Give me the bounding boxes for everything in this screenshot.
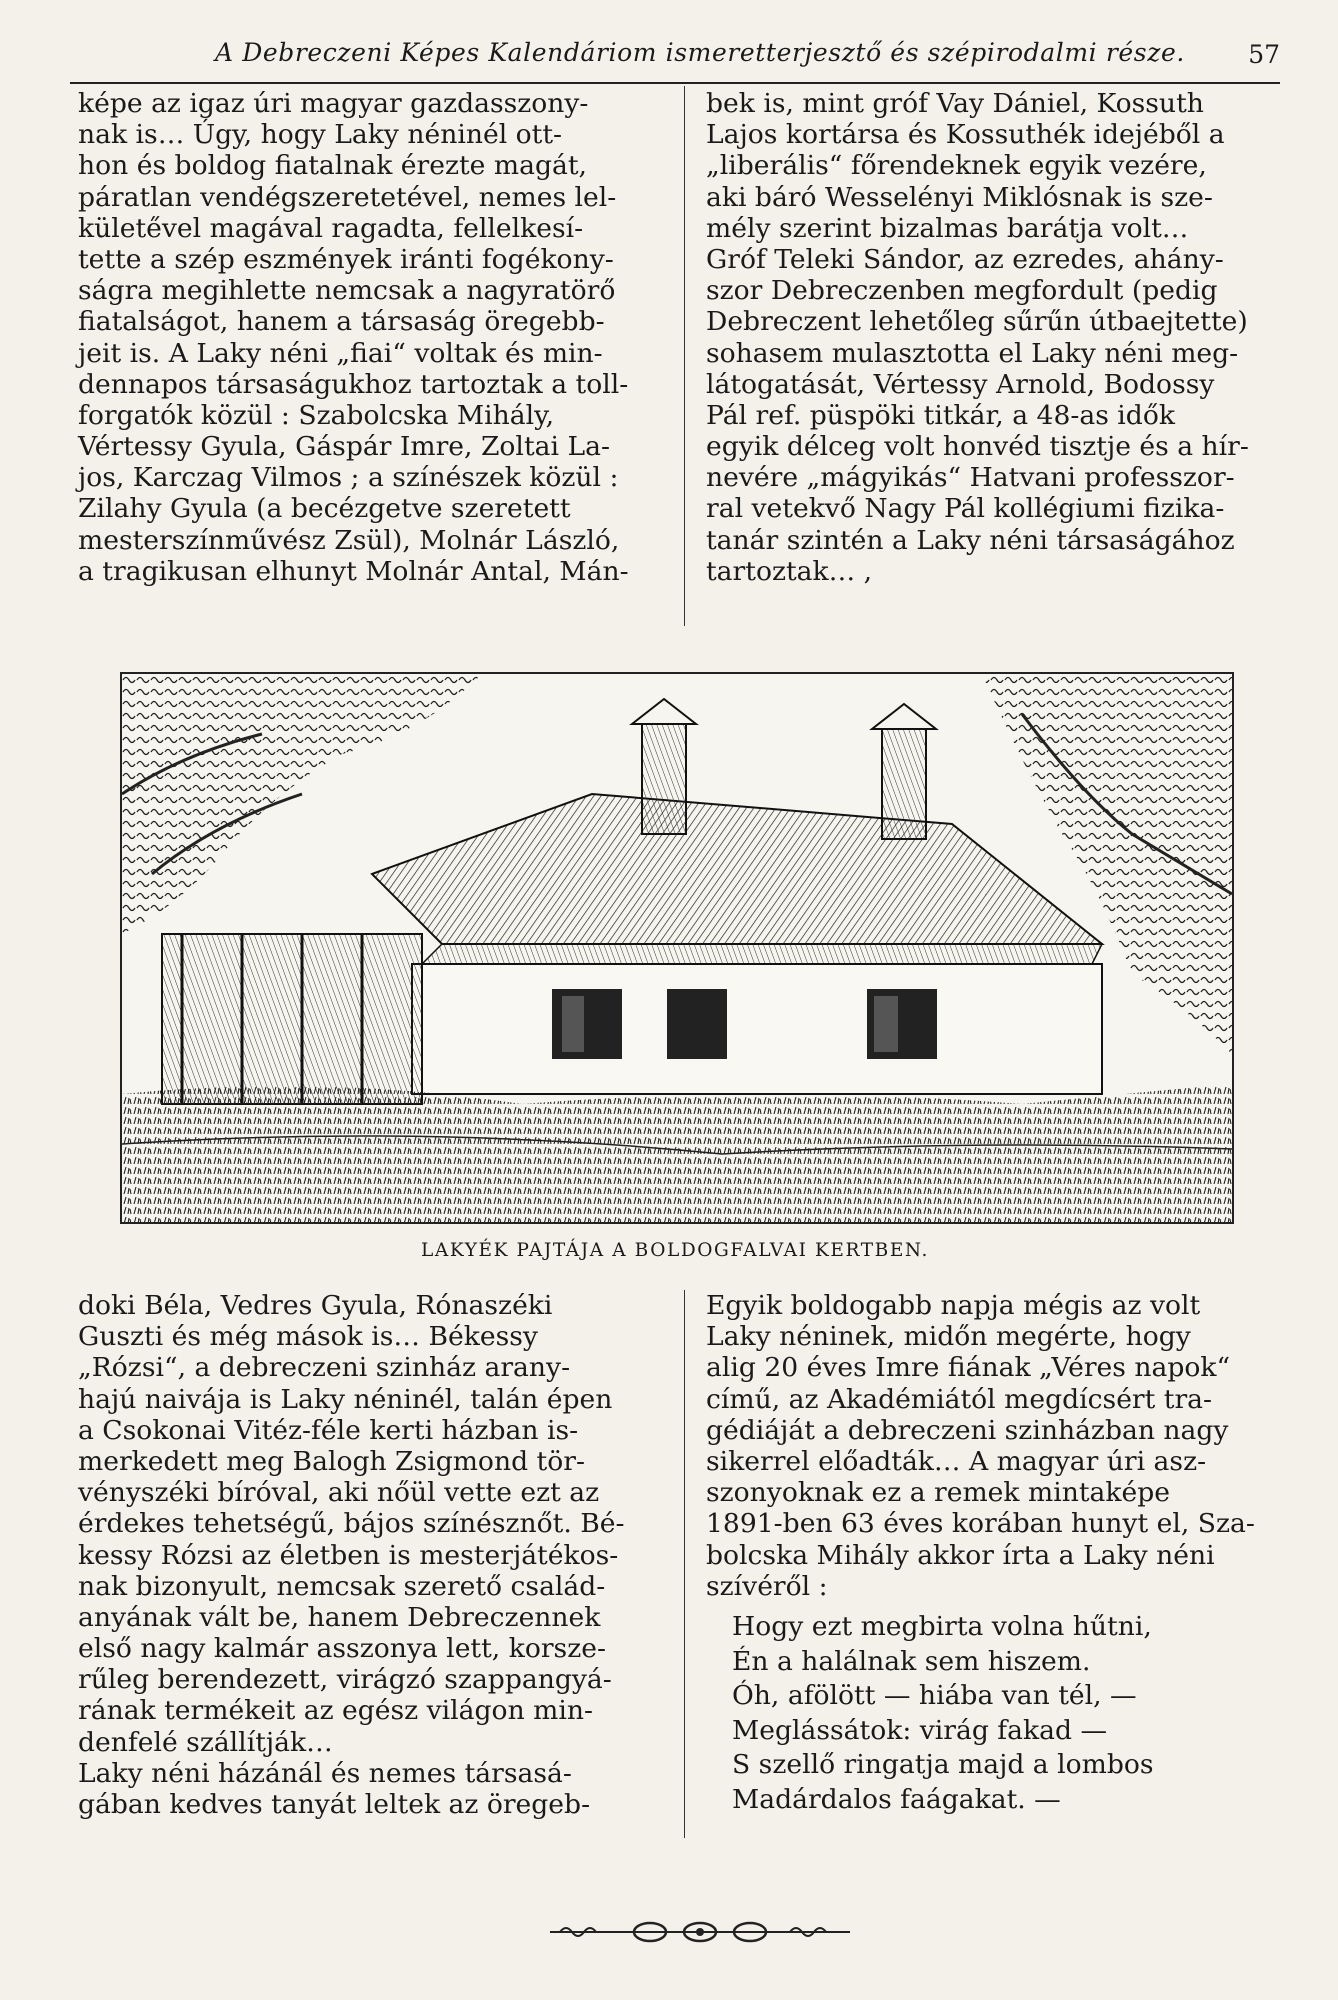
text-line: nak bizonyult, nemcsak szerető család- <box>78 1570 606 1602</box>
text-line: gédiáját a debreczeni szinházban nagy <box>706 1414 1229 1446</box>
text-line: hon és boldog fiatalnak érezte magát, <box>78 150 587 182</box>
column-rule-top <box>684 86 685 626</box>
text-column-left-bottom <box>78 1290 668 1820</box>
text-line: egyik délceg volt honvéd tisztje és a hír- <box>706 431 1249 463</box>
text-line: merkedett meg Balogh Zsigmond tör- <box>78 1445 585 1477</box>
illustration-farmhouse <box>120 672 1234 1224</box>
text-line: kessy Rózsi az életben is mesterjátékos- <box>78 1539 619 1571</box>
text-line: Lajos kortársa és Kossuthék idejéből a <box>706 119 1225 151</box>
text-line: jeit is. A Laky néni „fiai“ voltak és min- <box>78 337 603 369</box>
text-line: nevére „mágyikás“ Hatvani professzor- <box>706 462 1235 494</box>
poem <box>732 1610 1292 1818</box>
text-column-right-bottom <box>706 1290 1296 1602</box>
text-line: szívéről : <box>706 1570 828 1602</box>
farmhouse-engraving <box>122 674 1232 1222</box>
text-line: Vértessy Gyula, Gáspár Imre, Zoltai La- <box>78 431 610 463</box>
text-line: tanár szintén a Laky néni társaságához <box>706 524 1235 556</box>
running-title: A Debreczeni Képes Kalendáriom ismeretterjesztő és szépirodalmi része. <box>215 38 1185 67</box>
ornament-divider <box>540 1910 860 1950</box>
text-line: alig 20 éves Imre fiának „Véres napok“ <box>706 1352 1231 1384</box>
text-line: érdekes tehetségű, bájos színésznőt. Bé- <box>78 1508 625 1540</box>
text-line: 1891-ben 63 éves korában hunyt el, Sza- <box>706 1508 1255 1540</box>
text-line: ságra megihlette nemcsak a nagyratörő <box>78 275 616 307</box>
text-line: külete̋vel magával ragadta, fellelkesí- <box>78 212 584 244</box>
text-line: tartoztak… , <box>706 555 873 587</box>
text-column-left-top <box>78 88 668 587</box>
column-rule-bottom <box>684 1290 685 1838</box>
text-line: Laky néni házánál és nemes társasá- <box>78 1757 572 1789</box>
illustration-caption: LAKYÉK PAJTÁJA A BOLDOGFALVAI KERTBEN. <box>420 1240 930 1261</box>
text-line: „liberális“ főrendeknek egyik vezére, <box>706 150 1207 182</box>
text-line: című, az Akadémiától megdícsért tra- <box>706 1383 1213 1415</box>
text-line: rának termékeit az egész világon min- <box>78 1695 593 1727</box>
text-line: ral vetekvő Nagy Pál kollégiumi fizika- <box>706 493 1225 525</box>
text-line: szonyoknak ez a remek mintaképe <box>706 1477 1170 1509</box>
text-line: rűleg berendezett, virágzó szappangyá- <box>78 1664 612 1696</box>
text-line: első nagy kalmár asszonya lett, korsze- <box>78 1633 606 1665</box>
text-line: fiatalságot, hanem a társaság öregebb- <box>78 306 605 338</box>
ornament-icon <box>540 1910 860 1950</box>
text-line: sikerrel előadták… A magyar úri asz- <box>706 1445 1207 1477</box>
text-line: bek is, mint gróf Vay Dániel, Kossuth <box>706 88 1204 119</box>
poem-line: Hogy ezt megbirta volna hűtni, <box>732 1611 1152 1642</box>
text-line: sohasem mulasztotta el Laky néni meg- <box>706 337 1239 369</box>
poem-line: Én a halálnak sem hiszem. <box>732 1645 1091 1677</box>
text-line: denfelé szállítják… <box>78 1726 333 1758</box>
text-line: Egyik boldogabb napja mégis az volt <box>706 1290 1201 1321</box>
text-line: tette a szép eszmények iránti fogékony- <box>78 243 614 275</box>
text-line: aki báró Wesselényi Miklósnak is sze- <box>706 181 1213 213</box>
text-line: mesterszínművész Zsül), Molnár László, <box>78 524 620 556</box>
text-line: látogatását, Vértessy Arnold, Bodossy <box>706 368 1215 400</box>
text-line: a Csokonai Vitéz-féle kerti házban is- <box>78 1414 579 1446</box>
text-line: forgatók közül : Szabolcska Mihály, <box>78 399 555 431</box>
text-line: a tragikusan elhunyt Molnár Antal, Mán- <box>78 555 629 587</box>
text-line: vényszéki bíróval, aki nőül vette ezt az <box>78 1477 600 1509</box>
text-line: mély szerint bizalmas barátja volt… <box>706 212 1189 244</box>
text-line: dennapos társaságukhoz tartoztak a toll- <box>78 368 629 400</box>
text-line: Debreczent lehetőleg sűrűn útbaejtette) <box>706 306 1248 338</box>
text-column-right-top <box>706 88 1296 587</box>
running-header <box>70 38 1280 84</box>
text-line: szor Debreczenben megfordult (pedig <box>706 275 1218 307</box>
text-line: anyának vált be, hanem Debreczennek <box>78 1601 601 1633</box>
text-line: jos, Karczag Vilmos ; a színészek közül : <box>78 462 619 494</box>
poem-line: S szellő ringatja majd a lombos <box>732 1749 1154 1781</box>
text-line: Pál ref. püspöki titkár, a 48-as idők <box>706 399 1175 431</box>
text-line: Laky néninek, midőn megérte, hogy <box>706 1321 1191 1353</box>
text-line: doki Béla, Vedres Gyula, Rónaszéki <box>78 1290 553 1321</box>
text-line: Guszti és még mások is… Békessy <box>78 1321 538 1353</box>
page-number: 57 <box>1248 40 1280 69</box>
text-line: hajú naivája is Laky néninél, talán épen <box>78 1383 613 1415</box>
text-line: képe az igaz úri magyar gazdasszony- <box>78 88 589 119</box>
poem-line: Óh, afölött — hiába van tél, — <box>732 1680 1137 1712</box>
poem-line: Meglássátok: virág fakad — <box>732 1714 1108 1746</box>
text-line: Zilahy Gyula (a becézgetve szeretett <box>78 493 571 525</box>
text-line: gában kedves tanyát leltek az öregeb- <box>78 1789 591 1820</box>
text-line: Gróf Teleki Sándor, az ezredes, ahány- <box>706 243 1224 275</box>
poem-line: Madárdalos faágakat. — <box>732 1783 1061 1815</box>
text-line: bolcska Mihály akkor írta a Laky néni <box>706 1539 1215 1571</box>
text-line: „Rózsi“, a debreczeni szinház arany- <box>78 1352 571 1384</box>
text-line: nak is… Úgy, hogy Laky néninél ott- <box>78 119 563 151</box>
text-line: páratlan vendégszeretetével, nemes lel- <box>78 181 617 213</box>
